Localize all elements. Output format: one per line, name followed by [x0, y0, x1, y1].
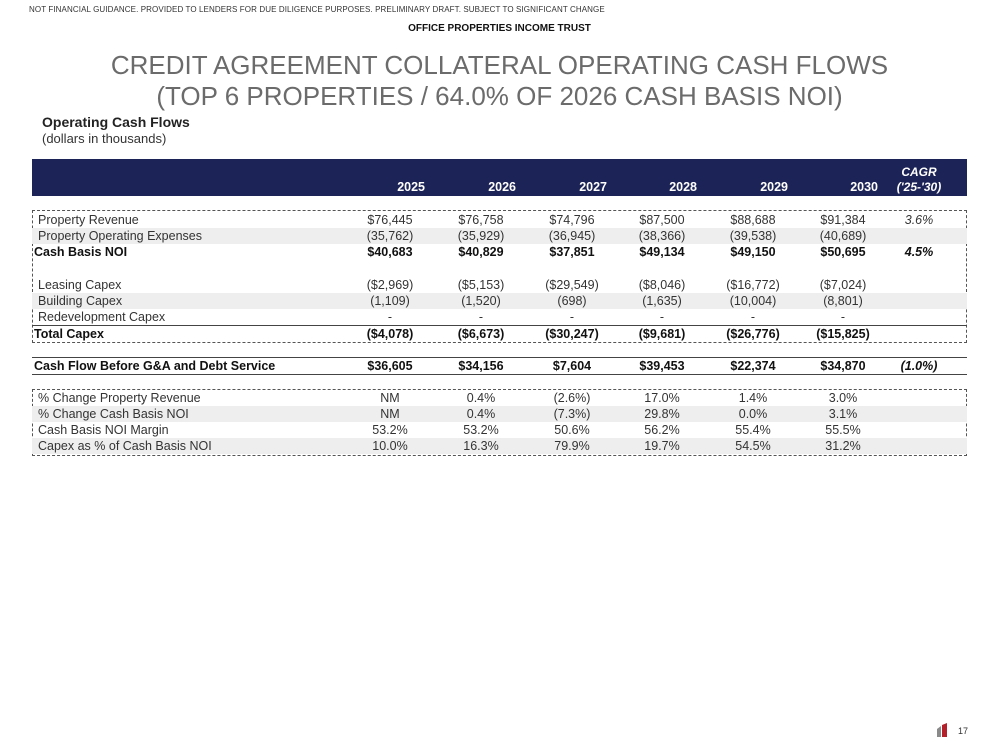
cell-value: ($7,024): [819, 278, 867, 292]
section-subtitle: (dollars in thousands): [42, 131, 167, 146]
cell-value: 54.5%: [735, 439, 771, 453]
cell-value: -: [387, 310, 393, 324]
cell-value: 16.3%: [463, 439, 499, 453]
table-row: [32, 309, 967, 325]
cell-value: ($9,681): [638, 327, 686, 341]
column-header-2028: 2028: [669, 180, 697, 194]
disclaimer-text: NOT FINANCIAL GUIDANCE. PROVIDED TO LENDERS FOR DUE DILIGENCE PURPOSES. PRELIMINARY DRAFT. SUBJECT TO SIGNIFICANT CHANGE: [29, 5, 605, 14]
cell-value: (10,004): [729, 294, 777, 308]
cell-value: ($16,772): [726, 278, 780, 292]
cell-value: $37,851: [549, 245, 595, 259]
column-header-cagr: [889, 165, 949, 195]
column-header-2026: 2026: [488, 180, 516, 194]
company-logo-icon: [937, 723, 949, 737]
cell-value: $74,796: [549, 213, 595, 227]
row-label: % Change Cash Basis NOI: [38, 407, 189, 421]
cell-value: (35,929): [457, 229, 505, 243]
page-title-line-1: CREDIT AGREEMENT COLLATERAL OPERATING CASH FLOWS: [110, 50, 889, 80]
cell-value: ($2,969): [366, 278, 414, 292]
cell-value: NM: [380, 391, 400, 405]
cell-value: 19.7%: [644, 439, 680, 453]
cell-value: $22,374: [730, 359, 776, 373]
cell-value: $76,445: [367, 213, 413, 227]
table-row: [32, 358, 967, 374]
column-header-2029: 2029: [760, 180, 788, 194]
cell-value: 3.0%: [828, 391, 858, 405]
cagr-header-line-2: ('25-'30): [896, 180, 942, 194]
cell-value: 10.0%: [372, 439, 408, 453]
column-header-2027: 2027: [579, 180, 607, 194]
cell-value: NM: [380, 407, 400, 421]
cell-value: (39,538): [729, 229, 777, 243]
cell-value: (35,762): [366, 229, 414, 243]
row-label: Leasing Capex: [38, 278, 122, 292]
cell-value: $49,150: [730, 245, 776, 259]
cagr-value: 4.5%: [904, 245, 934, 259]
cell-value: ($15,825): [816, 327, 870, 341]
cell-value: 31.2%: [825, 439, 861, 453]
cagr-value: (1.0%): [900, 359, 938, 373]
page-number: 17: [958, 726, 969, 736]
cell-value: 0.4%: [466, 391, 496, 405]
table-row: [32, 277, 967, 293]
cell-value: $87,500: [639, 213, 685, 227]
cell-value: (2.6%): [553, 391, 591, 405]
cell-value: ($29,549): [545, 278, 599, 292]
cell-value: (38,366): [638, 229, 686, 243]
cell-value: 3.1%: [828, 407, 858, 421]
cagr-header-line-1: CAGR: [901, 165, 937, 179]
row-label: % Change Property Revenue: [38, 391, 201, 405]
cell-value: ($4,078): [366, 327, 414, 341]
cell-value: 29.8%: [644, 407, 680, 421]
cell-value: -: [569, 310, 575, 324]
cell-value: (698): [557, 294, 587, 308]
column-header-2025: 2025: [397, 180, 425, 194]
cell-value: (1,635): [642, 294, 682, 308]
cell-value: ($5,153): [457, 278, 505, 292]
cell-value: ($30,247): [545, 327, 599, 341]
table-row: [32, 406, 967, 422]
table-row: [32, 438, 967, 454]
row-label: Building Capex: [38, 294, 123, 308]
cell-value: ($26,776): [726, 327, 780, 341]
cell-value: (1,109): [370, 294, 410, 308]
cell-value: $50,695: [820, 245, 866, 259]
cell-value: 55.4%: [735, 423, 771, 437]
page-title-line-2: (TOP 6 PROPERTIES / 64.0% OF 2026 CASH BASIS NOI): [156, 81, 843, 111]
cell-value: 55.5%: [825, 423, 861, 437]
cell-value: 79.9%: [554, 439, 590, 453]
cell-value: -: [840, 310, 846, 324]
cell-value: -: [659, 310, 665, 324]
cell-value: $40,829: [458, 245, 504, 259]
section-title: Operating Cash Flows: [42, 114, 190, 130]
cell-value: $36,605: [367, 359, 413, 373]
cell-value: 17.0%: [644, 391, 680, 405]
row-label: Cash Flow Before G&A and Debt Service: [34, 359, 276, 373]
table-row: [32, 326, 967, 342]
table-row: [32, 390, 967, 406]
table-row: [32, 244, 967, 260]
cell-value: 0.0%: [738, 407, 768, 421]
table-row: [32, 422, 967, 438]
page-title: [0, 50, 999, 112]
row-label: Property Revenue: [38, 213, 139, 227]
cell-value: $34,156: [458, 359, 504, 373]
row-label: Capex as % of Cash Basis NOI: [38, 439, 212, 453]
table-row: [32, 212, 967, 228]
cell-value: ($6,673): [457, 327, 505, 341]
cell-value: 0.4%: [466, 407, 496, 421]
cell-value: 53.2%: [372, 423, 408, 437]
cell-value: $7,604: [552, 359, 592, 373]
cell-value: (8,801): [823, 294, 863, 308]
cell-value: (1,520): [461, 294, 501, 308]
cell-value: 1.4%: [738, 391, 768, 405]
cell-value: 56.2%: [644, 423, 680, 437]
row-label: Cash Basis NOI Margin: [38, 423, 169, 437]
row-label: Cash Basis NOI: [34, 245, 128, 259]
cell-value: $40,683: [367, 245, 413, 259]
cell-value: ($8,046): [638, 278, 686, 292]
company-name: OFFICE PROPERTIES INCOME TRUST: [408, 23, 591, 34]
cell-value: 50.6%: [554, 423, 590, 437]
cell-value: (40,689): [819, 229, 867, 243]
table-row: [32, 293, 967, 309]
divider-line: [32, 374, 967, 375]
cell-value: $49,134: [639, 245, 685, 259]
cell-value: 53.2%: [463, 423, 499, 437]
cell-value: $88,688: [730, 213, 776, 227]
row-label: Total Capex: [34, 327, 104, 341]
cell-value: (36,945): [548, 229, 596, 243]
cell-value: $91,384: [820, 213, 866, 227]
cell-value: -: [478, 310, 484, 324]
column-header-2030: 2030: [850, 180, 878, 194]
cell-value: $76,758: [458, 213, 504, 227]
cagr-value: 3.6%: [904, 213, 934, 227]
cell-value: -: [750, 310, 756, 324]
table-row: [32, 228, 967, 244]
row-label: Property Operating Expenses: [38, 229, 202, 243]
cell-value: (7.3%): [553, 407, 591, 421]
table-header: [32, 159, 967, 196]
cell-value: $39,453: [639, 359, 685, 373]
row-label: Redevelopment Capex: [38, 310, 166, 324]
cell-value: $34,870: [820, 359, 866, 373]
